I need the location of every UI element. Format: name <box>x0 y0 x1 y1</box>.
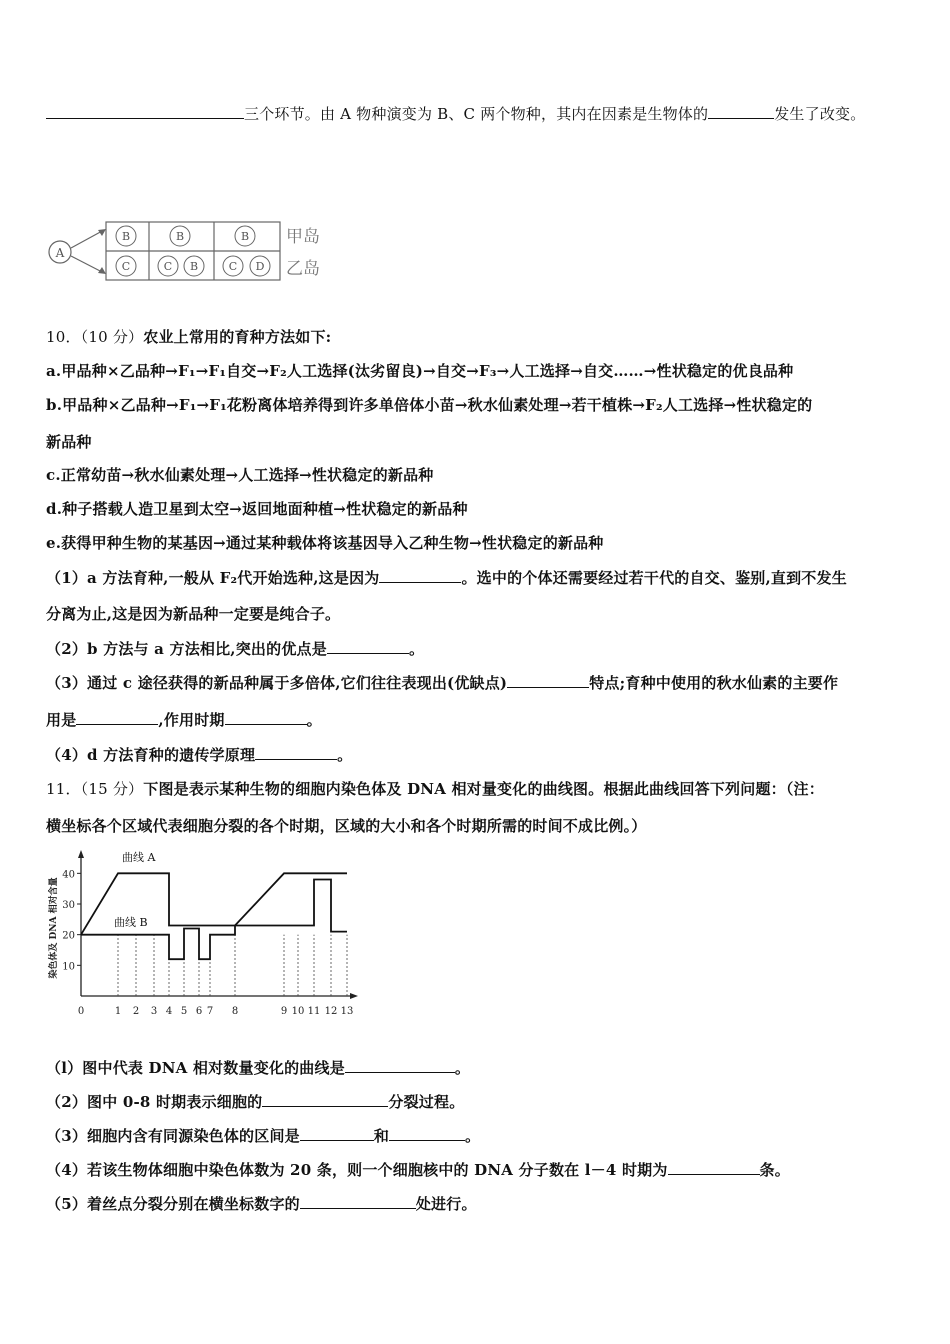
q10-sub4 <box>46 744 352 765</box>
q10-title: 农业上常用的育种方法如下: <box>143 328 332 346</box>
island2-cell5: D <box>255 260 265 273</box>
x-tick-label: 10 <box>291 1006 305 1017</box>
answer-blank[interactable] <box>708 104 774 119</box>
q10-sub3-line1 <box>46 672 838 693</box>
x-tick-label: 2 <box>132 1006 140 1017</box>
q11-sub3 <box>46 1125 480 1146</box>
answer-blank[interactable] <box>507 673 589 688</box>
q10-sub1-text-a: （1）a 方法育种,一般从 F₂代开始选种,这是因为 <box>46 569 380 587</box>
island-figure <box>44 218 344 282</box>
q10-sub3-text-e: 。 <box>306 711 322 729</box>
q10-method-a: a.甲品种×乙品种→F₁→F₁自交→F₂人工选择(汰劣留良)→自交→F₃→人工选择→自交……→性状稳定的优良品种 <box>46 362 794 380</box>
q11-sub1 <box>46 1057 470 1078</box>
q10-sub2-text-b: 。 <box>408 640 425 658</box>
q10-sub3-text-a: （3）通过 c 途径获得的新品种属于多倍体,它们往往表现出(优缺点) <box>46 674 508 692</box>
y-tick-label: 30 <box>62 900 75 911</box>
q10-method-d: d.种子搭载人造卫星到太空→返回地面种植→性状稳定的新品种 <box>46 500 468 518</box>
x-tick-label: 11 <box>307 1006 321 1017</box>
q10-method-b1: b.甲品种×乙品种→F₁→F₁花粉离体培养得到许多单倍体小苗→秋水仙素处理→若干植株→F₂人工选择→性状稳定的 <box>46 396 813 414</box>
q10-method-b2: 新品种 <box>46 433 92 451</box>
x-tick-label: 8 <box>231 1006 239 1017</box>
top-line-text-b: 发生了改变。 <box>774 105 866 123</box>
q10-sub4-text-a: （4）d 方法育种的遗传学原理 <box>46 746 256 764</box>
top-line <box>46 103 865 124</box>
island2-cell2: C <box>163 260 173 273</box>
q11-intro1: 下图是表示某种生物的细胞内染色体及 DNA 相对量变化的曲线图。根据此曲线回答下列问题：（注： <box>143 780 824 798</box>
x-tick-label: 4 <box>165 1006 173 1017</box>
q10-sub3-line2 <box>46 709 322 730</box>
y-axis-arrow <box>78 850 84 858</box>
q10-sub2-text-a: （2）b 方法与 a 方法相比,突出的优点是 <box>46 640 327 658</box>
q11-sub2 <box>46 1091 464 1112</box>
chromosome-dna-chart <box>44 850 364 1020</box>
y-tick-label: 20 <box>62 930 75 942</box>
answer-blank[interactable] <box>225 710 307 725</box>
x-tick-label: 6 <box>195 1006 203 1017</box>
answer-blank[interactable] <box>327 639 409 654</box>
q11-sub5 <box>46 1193 477 1214</box>
island1-cell2: B <box>175 230 185 243</box>
q11-intro2: 横坐标各个区域代表细胞分裂的各个时期，区域的大小和各个时期所需的时间不成比例。） <box>46 817 647 835</box>
series-label-a: 曲线 A <box>122 851 156 864</box>
q11-sub3-text-b: 和 <box>373 1127 390 1145</box>
island1-cell1: B <box>121 230 131 243</box>
y-axis-label: 染色体及 DNA 相对含量 <box>49 877 59 979</box>
q10-sub1-line2: 分离为止,这是因为新品种一定要是纯合子。 <box>46 605 341 623</box>
answer-blank[interactable] <box>300 1194 416 1209</box>
q10-sub4-text-b: 。 <box>337 746 353 764</box>
answer-blank[interactable] <box>46 104 244 119</box>
q11-sub1-text-b: 。 <box>454 1059 471 1077</box>
series-label-b: 曲线 B <box>114 916 148 929</box>
island2-cell4: C <box>228 260 238 273</box>
q10-number: 10．（10 分） <box>46 328 144 346</box>
answer-blank[interactable] <box>668 1160 760 1175</box>
y-tick-label: 40 <box>62 869 75 881</box>
y-tick-label: 10 <box>62 961 75 973</box>
arrow-up <box>71 230 104 248</box>
answer-blank[interactable] <box>300 1126 374 1141</box>
q11-sub4-text-a: （4）若该生物体细胞中染色体数为 20 条，则一个细胞核中的 DNA 分子数在 l－4 时期为 <box>46 1161 668 1179</box>
q11-header <box>46 778 824 799</box>
q10-sub3-text-d: ,作用时期 <box>158 711 225 729</box>
answer-blank[interactable] <box>345 1058 455 1073</box>
island1-cell3: B <box>240 230 250 243</box>
x-tick-label: 13 <box>340 1006 354 1017</box>
x-tick-label: 0 <box>77 1006 85 1017</box>
q10-sub2 <box>46 638 424 659</box>
answer-blank[interactable] <box>262 1092 388 1107</box>
q11-sub5-text-a: （5）着丝点分裂分别在横坐标数字的 <box>46 1195 300 1213</box>
species-a-label: A <box>55 246 65 260</box>
answer-blank[interactable] <box>389 1126 465 1141</box>
x-tick-label: 9 <box>280 1006 288 1017</box>
x-tick-label: 1 <box>114 1006 122 1017</box>
q11-sub3-text-a: （3）细胞内含有同源染色体的区间是 <box>46 1127 300 1145</box>
q11-sub3-text-c: 。 <box>465 1127 481 1145</box>
x-axis-arrow <box>350 993 358 999</box>
x-tick-label: 12 <box>324 1006 338 1017</box>
top-line-text-a: 三个环节。由 A 物种演变为 B、C 两个物种，其内在因素是生物体的 <box>244 105 709 123</box>
q10-sub3-text-b: 特点;育种中使用的秋水仙素的主要作 <box>589 674 839 692</box>
q10-method-e: e.获得甲种生物的某基因→通过某种载体将该基因导入乙种生物→性状稳定的新品种 <box>46 534 604 552</box>
q11-sub2-text-a: （2）图中 0-8 时期表示细胞的 <box>46 1093 263 1111</box>
x-tick-label: 5 <box>180 1006 188 1017</box>
q11-sub5-text-b: 处进行。 <box>415 1195 477 1213</box>
arrow-down <box>71 256 104 273</box>
q11-sub1-text-a: （l）图中代表 DNA 相对数量变化的曲线是 <box>46 1059 345 1077</box>
q10-method-c: c.正常幼苗→秋水仙素处理→人工选择→性状稳定的新品种 <box>46 466 434 484</box>
q11-number: 11．（15 分） <box>46 780 144 798</box>
answer-blank[interactable] <box>255 745 337 760</box>
q11-sub2-text-b: 分裂过程。 <box>388 1093 465 1111</box>
island1-label: 甲岛 <box>286 227 320 247</box>
q10-sub1-text-b: 。选中的个体还需要经过若干代的自交、鉴别,直到不发生 <box>461 569 847 587</box>
island2-cell1: C <box>121 260 131 273</box>
x-tick-label: 7 <box>206 1006 214 1017</box>
q10-header <box>46 326 331 347</box>
island2-label: 乙岛 <box>286 259 320 279</box>
x-tick-label: 3 <box>150 1006 158 1017</box>
q11-sub4 <box>46 1159 790 1180</box>
q10-sub3-text-c: 用是 <box>46 711 77 729</box>
island2-cell3: B <box>189 260 199 273</box>
q11-sub4-text-b: 条。 <box>759 1161 790 1179</box>
q10-sub1-line1 <box>46 567 847 588</box>
answer-blank[interactable] <box>76 710 158 725</box>
answer-blank[interactable] <box>379 568 461 583</box>
